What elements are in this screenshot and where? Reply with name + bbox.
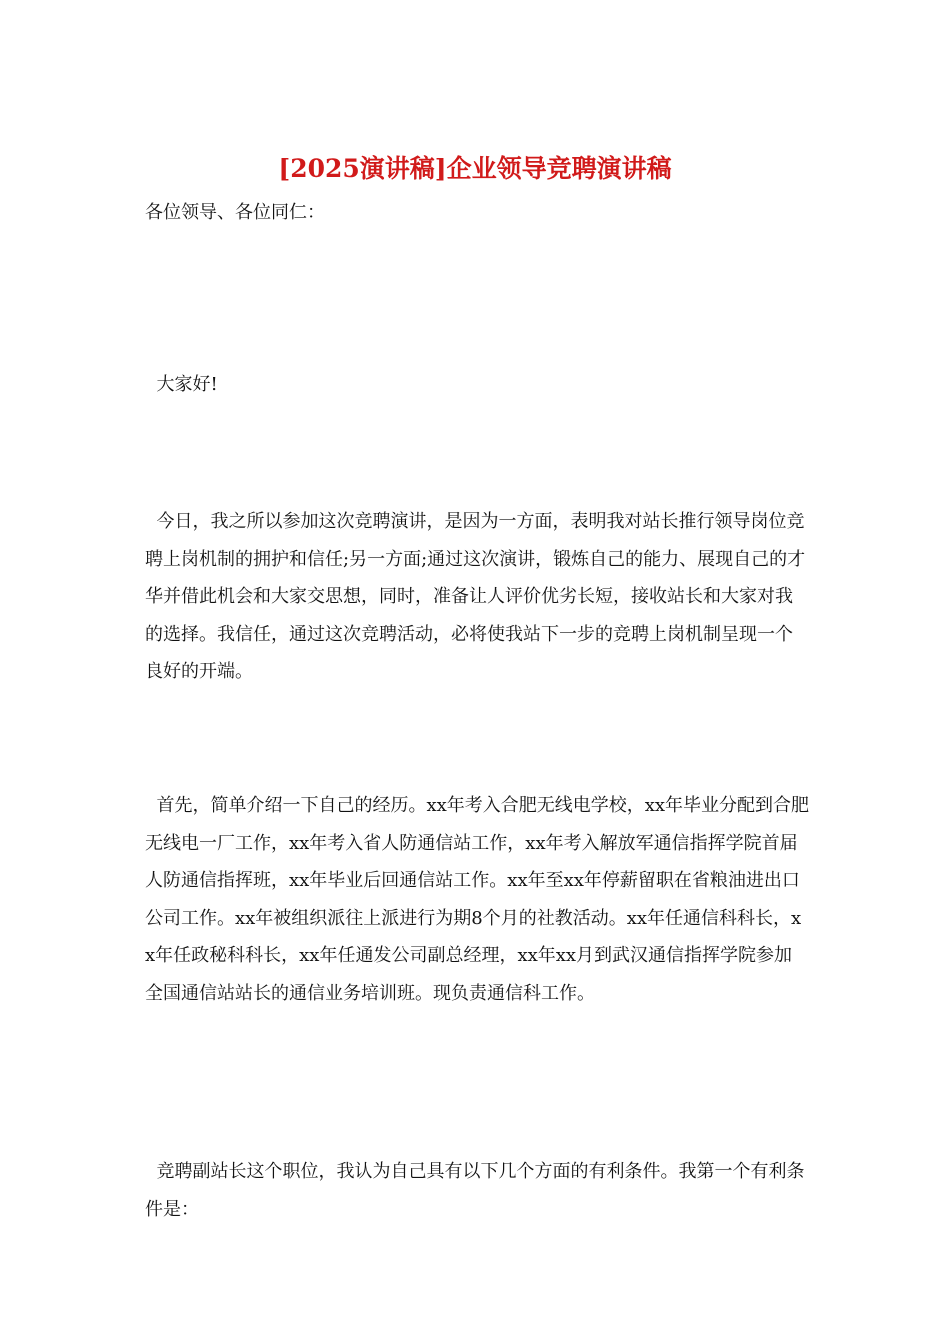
paragraph-conditions: 竞聘副站长这个职位，我认为自己具有以下几个方面的有利条件。我第一个有利条件是：: [145, 1161, 805, 1220]
paragraph-experience: 首先，简单介绍一下自己的经历。xx年考入合肥无线电学校，xx年毕业分配到合肥无线电一厂工作，xx年考入省人防通信站工作，xx年考入解放军通信指挥学院首届人防通信指挥班，xx年毕业后回通信站工作。xx年至xx年停薪留职在省粮油进出口公司工作。xx年被组织派往上派进行为期8个月的社教活动。xx年任通信科科长，xx年任政秘科科长，xx年任通发公司副总经理，xx年xx月到武汉通信指挥学院参加全国通信站站长的通信业务培训班。现负责通信科工作。: [145, 795, 810, 1004]
greeting: 大家好!: [145, 374, 218, 395]
document-title: [2025演讲稿]企业领导竞聘演讲稿: [278, 154, 672, 183]
paragraph-motivation: 今日，我之所以参加这次竞聘演讲，是因为一方面，表明我对站长推行领导岗位竞聘上岗机制的拥护和信任;另一方面;通过这次演讲，锻炼自己的能力、展现自己的才华并借此机会和大家交思想，同时，准备让人评价优劣长短，接收站长和大家对我的选择。我信任，通过这次竞聘活动，必将使我站下一步的竞聘上岗机制呈现一个良好的开端。: [145, 511, 806, 682]
salutation: 各位领导、各位同仁：: [145, 202, 325, 223]
